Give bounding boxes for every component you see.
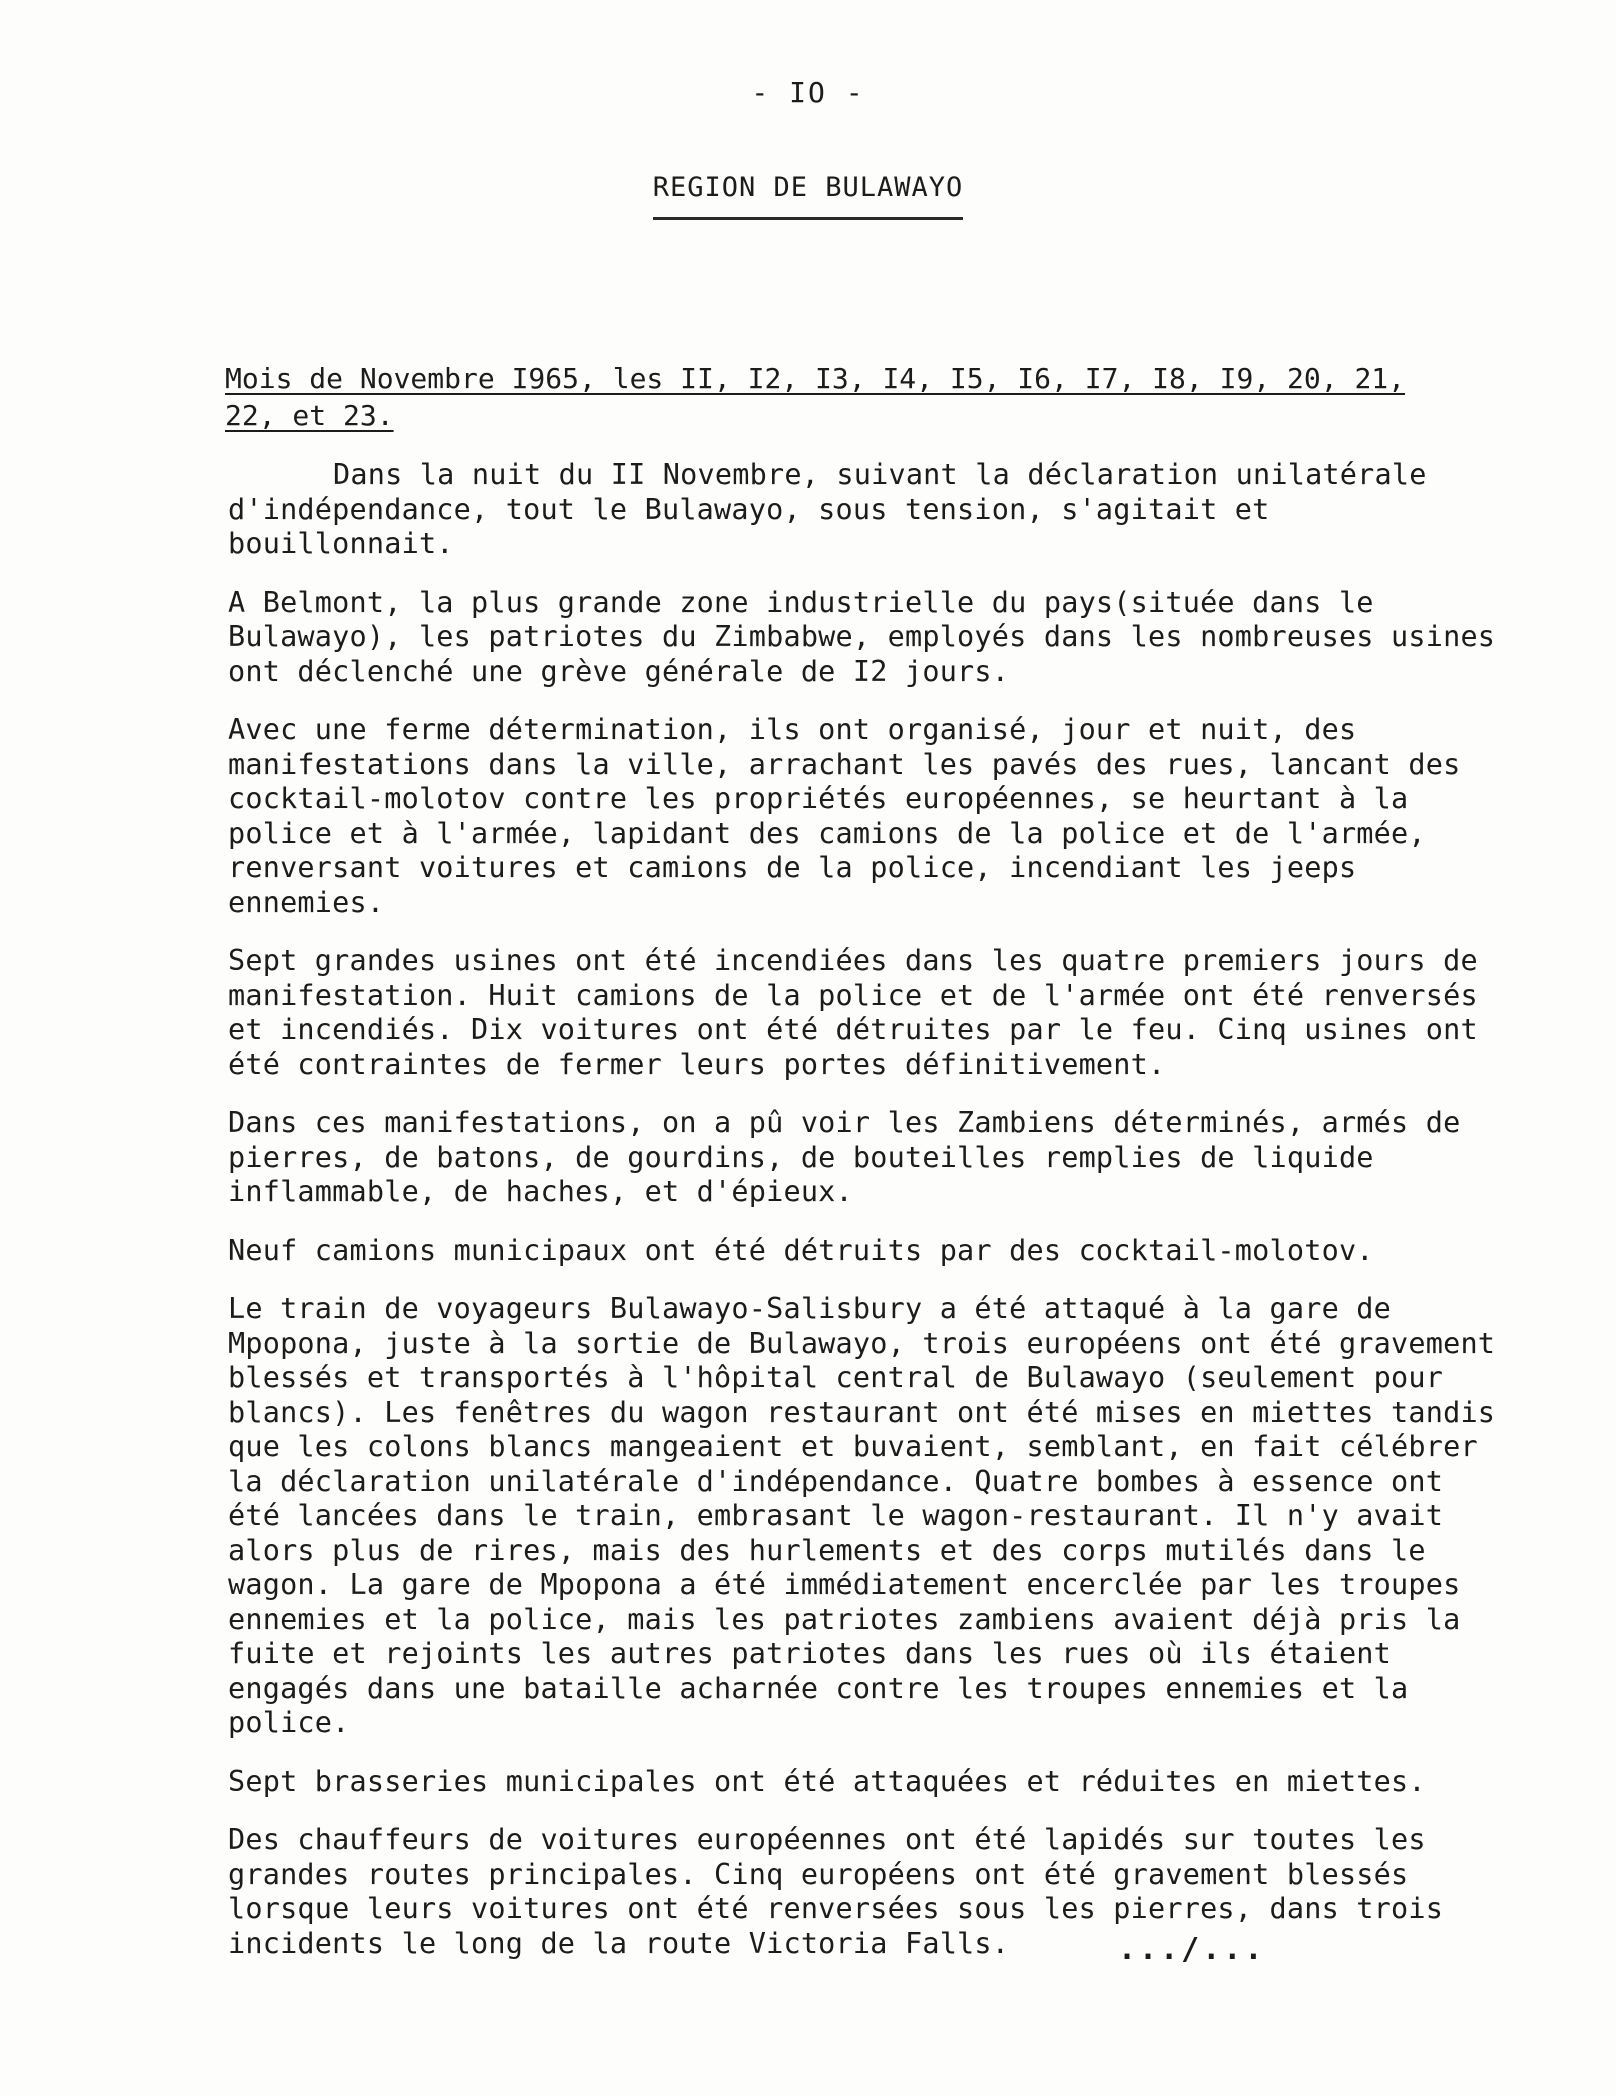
page-title: REGION DE BULAWAYO (653, 172, 964, 220)
page-number: - IO - (751, 76, 865, 109)
paragraph: Des chauffeurs de voitures européennes ont été lapidés sur toutes les grandes routes principales. Cinq européens ont été gravement blessés lorsque leurs voitures ont été renversées sous les pierres, dans trois incidents le long de la route Victoria Falls. (228, 1823, 1444, 1960)
paragraph: Neuf camions municipaux ont été détruits par des cocktail-molotov. (228, 1233, 1374, 1267)
paragraph: Dans la nuit du II Novembre, suivant la déclaration unilatérale d'indépendance, tout le Bulawayo, sous tension, s'agitait et bouillonnait. (228, 458, 1427, 560)
paragraph: A Belmont, la plus grande zone industrielle du pays(située dans le Bulawayo), les patriotes du Zimbabwe, employés dans les nombreuses usines ont déclenché une grève générale de I2 jours. (228, 585, 1496, 688)
continued-marker: .../... (1118, 1932, 1266, 1967)
paragraph: Sept grandes usines ont été incendiées dans les quatre premiers jours de manifestation. Huit camions de la police et de l'armée ont été renversés et incendiés. Dix voitures ont été détruites par le feu. Cinq usines ont été contraintes de fermer leurs portes définitivement. (228, 944, 1478, 1081)
date-heading: Mois de Novembre I965, les II, I2, I3, I4, I5, I6, I7, I8, I9, 20, 21, 22, et 23. (225, 362, 1406, 432)
paragraph: Avec une ferme détermination, ils ont organisé, jour et nuit, des manifestations dans la ville, arrachant les pavés des rues, lancant des cocktail-molotov contre les propriétés européennes, se heurtant à la police et à l'armée, lapidant des camions de la police et de l'armée, renversant voitures et camions de la police, incendiant les jeeps ennemies. (228, 713, 1461, 919)
paragraph: Le train de voyageurs Bulawayo-Salisbury a été attaqué à la gare de Mpopona, juste à la sortie de Bulawayo, trois européens ont été gravement blessés et transportés à l'hôpital central de Bulawayo (seulement pour blancs). Les fenêtres du wagon restaurant ont été mises en miettes tandis que les colons blancs mangeaient et buvaient, semblant, en fait célébrer la déclaration unilatérale d'indépendance. Quatre bombes à essence ont été lancées dans le train, embrasant le wagon-restaurant. Il n'y avait alors plus de rires, mais des hurlements et des corps mutilés dans le wagon. La gare de Mpopona a été immédiatement encerclée par les troupes ennemies et la police, mais les patriotes zambiens avaient déjà pris la fuite et rejoints les autres patriotes dans les rues où ils étaient engagés dans une bataille acharnée contre les troupes ennemies et la police. (228, 1292, 1496, 1739)
paragraph: Dans ces manifestations, on a pû voir les Zambiens déterminés, armés de pierres, de batons, de gourdins, de bouteilles remplies de liquide inflammable, de haches, et d'épieux. (228, 1106, 1461, 1208)
paragraph: Sept brasseries municipales ont été attaquées et réduites en miettes. (228, 1764, 1426, 1798)
document-body (228, 458, 1508, 1985)
title-block (0, 172, 1616, 220)
